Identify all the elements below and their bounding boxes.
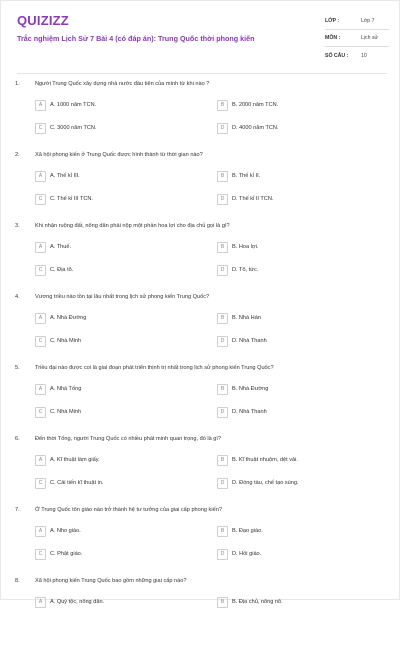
question-item xyxy=(1,221,401,292)
option-text: C. Cải tiến kĩ thuật in. xyxy=(50,480,104,486)
option-letter-box: B xyxy=(217,384,228,395)
option-text: C. Địa tô. xyxy=(50,267,74,273)
meta-row-subject xyxy=(325,30,389,47)
answer-option[interactable] xyxy=(217,193,377,205)
option-letter-box: C xyxy=(35,478,46,489)
option-letter-box: D xyxy=(217,478,228,489)
answer-option[interactable] xyxy=(35,241,195,253)
answer-option[interactable] xyxy=(35,122,195,134)
option-text: D. Thế kỉ II TCN. xyxy=(232,196,274,202)
question-item xyxy=(1,150,401,221)
answer-option[interactable] xyxy=(35,596,195,608)
option-text: C. Nhà Minh xyxy=(50,409,82,415)
question-number: 4. xyxy=(15,294,20,300)
option-letter-box: B xyxy=(217,242,228,253)
option-letter-box: A xyxy=(35,100,46,111)
option-letter-box: C xyxy=(35,336,46,347)
option-text: A. Thế kỉ III. xyxy=(50,173,80,179)
option-letter-box: A xyxy=(35,313,46,324)
option-letter-box: D xyxy=(217,123,228,134)
option-letter-box: B xyxy=(217,455,228,466)
question-number: 1. xyxy=(15,81,20,87)
answer-option[interactable] xyxy=(217,525,377,537)
question-number: 5. xyxy=(15,365,20,371)
worksheet-title: Trắc nghiệm Lịch Sử 7 Bài 4 (có đáp án): Trung Quốc thời phong kiến xyxy=(17,34,255,43)
answer-option[interactable] xyxy=(35,99,195,111)
option-text: A. Nho giáo. xyxy=(50,528,81,534)
question-number: 8. xyxy=(15,578,20,584)
question-number: 3. xyxy=(15,223,20,229)
answer-option[interactable] xyxy=(217,170,377,182)
option-letter-box: D xyxy=(217,194,228,205)
answer-option[interactable] xyxy=(35,193,195,205)
answer-option[interactable] xyxy=(217,596,377,608)
meta-value: 10 xyxy=(361,52,367,59)
option-text: B. Nhà Đường xyxy=(232,386,269,392)
option-letter-box: A xyxy=(35,171,46,182)
answer-option[interactable] xyxy=(217,383,377,395)
answer-option[interactable] xyxy=(217,264,377,276)
answer-option[interactable] xyxy=(217,241,377,253)
option-text: D. Nhà Thanh xyxy=(232,409,267,415)
answer-option[interactable] xyxy=(35,383,195,395)
option-text: B. Nhà Hán xyxy=(232,315,261,321)
option-letter-box: D xyxy=(217,549,228,560)
option-text: A. Kĩ thuật làm giấy. xyxy=(50,457,100,463)
question-text: Ở Trung Quốc tôn giáo nào trở thành hệ tư tưởng của giai cấp phong kiến? xyxy=(35,507,222,513)
answer-option[interactable] xyxy=(217,312,377,324)
answer-option[interactable] xyxy=(35,454,195,466)
option-letter-box: C xyxy=(35,265,46,276)
option-letter-box: D xyxy=(217,336,228,347)
question-number: 7. xyxy=(15,507,20,513)
option-text: B. Hoa lợi. xyxy=(232,244,259,250)
option-letter-box: D xyxy=(217,265,228,276)
option-letter-box: C xyxy=(35,194,46,205)
option-text: B. Kĩ thuật nhuộm, dệt vải. xyxy=(232,457,298,463)
option-text: A. Nhà Đường xyxy=(50,315,87,321)
meta-value: Lớp 7 xyxy=(361,18,375,24)
meta-label: LỚP : xyxy=(325,18,340,24)
option-text: B. Đạo giáo. xyxy=(232,528,263,534)
question-item xyxy=(1,576,401,647)
option-letter-box: A xyxy=(35,597,46,608)
header-divider xyxy=(17,73,387,74)
quizizz-logo[interactable]: QUIZIZZ xyxy=(17,13,69,28)
answer-option[interactable] xyxy=(35,264,195,276)
question-text: Triều đại nào được coi là giai đoạn phát triển thịnh trị nhất trong lịch sử phong kiến Trung Quốc? xyxy=(35,365,274,371)
question-text: Xã hội phong kiến Trung Quốc bao gồm những giai cấp nào? xyxy=(35,578,187,584)
meta-label: SỐ CÂU : xyxy=(325,52,349,59)
option-text: B. Thế kỉ II. xyxy=(232,173,261,179)
meta-info-panel xyxy=(325,13,389,64)
answer-option[interactable] xyxy=(217,548,377,560)
question-text: Vương triều nào tồn tại lâu nhất trong lịch sử phong kiến Trung Quốc? xyxy=(35,294,210,300)
worksheet-header xyxy=(1,1,401,73)
option-letter-box: D xyxy=(217,407,228,418)
question-text: Xã hội phong kiến ở Trung Quốc được hình thành từ thời gian nào? xyxy=(35,152,203,158)
option-text: D. Hồi giáo. xyxy=(232,551,262,557)
option-text: C. Thế kỉ III TCN. xyxy=(50,196,93,202)
question-item xyxy=(1,292,401,363)
answer-option[interactable] xyxy=(217,122,377,134)
option-letter-box: C xyxy=(35,407,46,418)
question-item xyxy=(1,79,401,150)
option-letter-box: B xyxy=(217,171,228,182)
question-item xyxy=(1,363,401,434)
option-text: C. Phật giáo. xyxy=(50,551,83,557)
option-text: D. Nhà Thanh xyxy=(232,338,267,344)
answer-option[interactable] xyxy=(217,406,377,418)
question-text: Khi nhận ruộng đất, nông dân phải nộp một phần hoa lợi cho địa chủ gọi là gì? xyxy=(35,223,230,229)
answer-option[interactable] xyxy=(217,477,377,489)
option-text: D. Đóng tàu, chế tạo súng. xyxy=(232,480,299,486)
meta-label: MÔN : xyxy=(325,35,341,41)
answer-option[interactable] xyxy=(35,477,195,489)
question-number: 6. xyxy=(15,436,20,442)
option-letter-box: C xyxy=(35,549,46,560)
option-text: D. Tô, tức. xyxy=(232,267,259,273)
question-item xyxy=(1,505,401,576)
option-letter-box: A xyxy=(35,242,46,253)
question-list xyxy=(1,79,401,647)
answer-option[interactable] xyxy=(217,454,377,466)
answer-option[interactable] xyxy=(35,170,195,182)
meta-row-class xyxy=(325,13,389,30)
answer-option[interactable] xyxy=(35,335,195,347)
meta-row-count xyxy=(325,47,389,64)
option-letter-box: B xyxy=(217,100,228,111)
option-text: D. 4000 năm TCN. xyxy=(232,125,279,131)
option-letter-box: A xyxy=(35,526,46,537)
option-letter-box: A xyxy=(35,455,46,466)
answer-option[interactable] xyxy=(35,406,195,418)
question-text: Đến thời Tống, người Trung Quốc có nhiều phát minh quan trọng, đó là gì? xyxy=(35,436,222,442)
question-text: Người Trung Quốc xây dựng nhà nước đầu tiên của mình từ khi nào ? xyxy=(35,81,210,87)
option-letter-box: B xyxy=(217,313,228,324)
option-text: B. Địa chủ, nông nô. xyxy=(232,599,283,605)
option-text: B. 2000 năm TCN. xyxy=(232,102,279,108)
answer-option[interactable] xyxy=(35,525,195,537)
meta-value: Lịch sử xyxy=(361,35,379,41)
answer-option[interactable] xyxy=(35,312,195,324)
option-text: A. 1000 năm TCN. xyxy=(50,102,97,108)
answer-option[interactable] xyxy=(35,548,195,560)
option-text: A. Quý tộc, nông dân. xyxy=(50,599,105,605)
question-item xyxy=(1,434,401,505)
answer-option[interactable] xyxy=(217,99,377,111)
option-letter-box: B xyxy=(217,597,228,608)
option-text: C. 3000 năm TCN. xyxy=(50,125,97,131)
option-text: A. Nhà Tống xyxy=(50,386,82,392)
question-number: 2. xyxy=(15,152,20,158)
option-text: A. Thuế. xyxy=(50,244,72,250)
option-letter-box: C xyxy=(35,123,46,134)
option-letter-box: B xyxy=(217,526,228,537)
answer-option[interactable] xyxy=(217,335,377,347)
option-text: C. Nhà Minh xyxy=(50,338,82,344)
option-letter-box: A xyxy=(35,384,46,395)
